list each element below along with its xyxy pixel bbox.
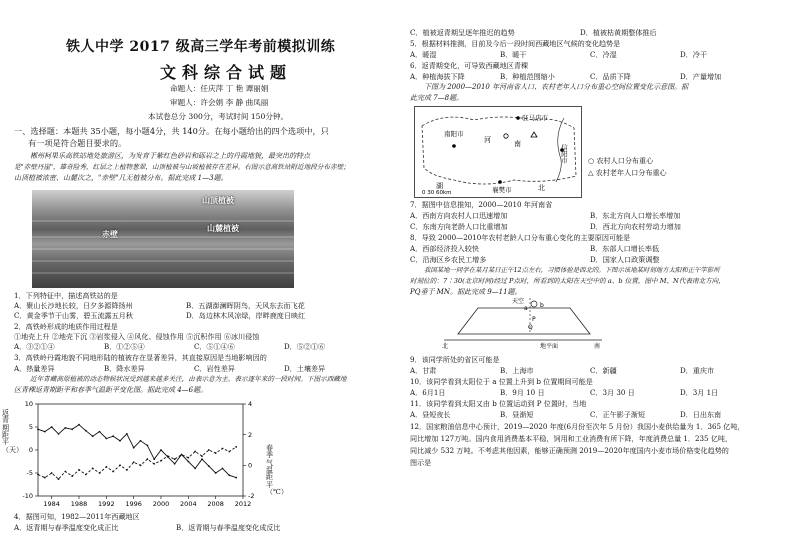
q1-option: D．岛边林木风凉绿，岸畔鹿度日映红 bbox=[186, 311, 306, 320]
q2-option: D．⑤②①⑥ bbox=[284, 342, 326, 351]
setters: 命题人：任庆萍 丁 艳 谭丽娟 bbox=[170, 84, 269, 93]
q8-option: B．东部人口增长率低 bbox=[590, 244, 660, 253]
q2-steps: ①地壳上升 ②地壳下沉 ③岩浆侵入 ④风化、侵蚀作用 ⑤沉积作用 ⑥冰川侵蚀 bbox=[14, 332, 260, 341]
province-hu: 湖 bbox=[436, 182, 443, 190]
q4-option: B．返青期与春季温度变化成反比 bbox=[176, 523, 281, 532]
label-south: 南 bbox=[594, 343, 601, 350]
q1-option: A．聚山长沙地长较，日夕多源降扬州 bbox=[14, 301, 133, 310]
q7-option: A．西南方向农村人口迅速增加 bbox=[410, 211, 508, 220]
x-tick-label: 1992 bbox=[98, 500, 115, 508]
data-point bbox=[222, 448, 224, 450]
map-scale: 0 30 60km bbox=[422, 190, 452, 196]
label-a: a bbox=[524, 305, 528, 312]
data-point bbox=[187, 461, 189, 463]
data-point bbox=[37, 474, 39, 476]
sun-icon bbox=[531, 301, 537, 307]
data-point bbox=[99, 472, 101, 474]
city-dot bbox=[498, 180, 502, 184]
q7-option: C．东南方向老龄人口比重增加 bbox=[410, 222, 508, 231]
data-point bbox=[58, 433, 60, 435]
q12-line: 图示是 bbox=[410, 458, 432, 467]
q10-option: B．9月 10 日 bbox=[500, 388, 545, 397]
data-point bbox=[215, 472, 217, 474]
question-6: 6．返青期变化，可导致西藏地区青稞 bbox=[410, 61, 529, 70]
exam-title: 铁人中学 2017 级高三学年考前模拟训练 bbox=[66, 39, 336, 55]
data-point bbox=[181, 454, 183, 456]
passage4-line: 时刻位的：7∶30(北京时间)经过 P点时，所看到的太阳在天空中的 a、b 位置，图中 M、N代表南北方向， bbox=[410, 277, 725, 285]
legend-pop: ○ 农村人口分布重心 bbox=[588, 156, 654, 165]
data-point bbox=[174, 458, 176, 460]
question-4: 4．据图可知，1982—2011年西藏地区 bbox=[14, 512, 140, 521]
x-tick-label: 2004 bbox=[180, 500, 197, 508]
data-point bbox=[194, 451, 196, 453]
passage3-line: 此完成 7—8题。 bbox=[410, 94, 464, 102]
data-point bbox=[51, 426, 53, 428]
passage1-line: 郴州柯果乐高铁站地处旅游区，为发育于紫红色砂岩和砾岩之上的丹霞地貌，最突出的特点 bbox=[30, 152, 310, 160]
passage2-line: 近年青藏高原植被的动态物候状况受到越来越多关注，由表示意为主。表示逐年来的一段时间。下图示西藏地 bbox=[30, 375, 347, 383]
data-point bbox=[160, 460, 162, 462]
q11-option: D．日出东南 bbox=[680, 410, 722, 419]
question-1: 1．下列特征中，描述高铁站的是 bbox=[14, 291, 118, 300]
x-tick-label: 1984 bbox=[43, 500, 60, 508]
city-dot bbox=[516, 116, 520, 120]
x-tick-label: 1988 bbox=[70, 500, 88, 508]
y-left-tick-label: 0 bbox=[28, 446, 33, 455]
data-point bbox=[64, 471, 66, 473]
q11-option: C．正午影子渐短 bbox=[590, 410, 646, 419]
q10-option: A．6月1日 bbox=[410, 388, 446, 397]
question-5: 5．根据材料推测，目前及今后一段时间西藏地区气候的变化趋势是 bbox=[410, 39, 621, 48]
q4-option: D．植被枯黄期整体推后 bbox=[580, 28, 657, 37]
data-point bbox=[119, 440, 121, 442]
data-point bbox=[153, 463, 155, 465]
data-point bbox=[71, 475, 73, 477]
province-nan: 南 bbox=[514, 140, 521, 148]
y-left-label: 返青期距平（天） bbox=[2, 409, 23, 454]
question-9: 9．该同学所处的省区可能是 bbox=[410, 355, 500, 364]
photo-label-red: 赤壁 bbox=[102, 230, 118, 239]
q7-option: D．西北方向农村劳动力增加 bbox=[590, 222, 681, 231]
passage4-line: PQ垂于 MN。据此完成 9—11题。 bbox=[410, 288, 522, 296]
q3-option: D．土壤差异 bbox=[284, 364, 326, 373]
y-right-tick-label: 4 bbox=[248, 400, 253, 409]
legend-pop-label: 农村人口分布重心 bbox=[596, 156, 654, 165]
data-point bbox=[140, 440, 142, 442]
data-point bbox=[208, 465, 210, 467]
data-point bbox=[105, 466, 107, 468]
q6-option: A．种植海拔下降 bbox=[410, 72, 465, 81]
passage1-line: 山顶植被浓密、山麓次之，"赤壁"几无植被分布。据此完成 1—3题。 bbox=[14, 174, 228, 182]
x-tick-label: 1996 bbox=[125, 500, 142, 508]
q6-option: C．品质下降 bbox=[590, 72, 631, 81]
q4-option: C．植被返青期呈逐年推迟的趋势 bbox=[410, 28, 515, 37]
q11-option: B．昼渐短 bbox=[500, 410, 534, 419]
data-point bbox=[37, 428, 39, 430]
data-point bbox=[222, 468, 224, 470]
section-header-line2: 有一项是符合题目要求的。 bbox=[28, 138, 127, 148]
question-10: 10．该同学看到太阳位于 a 位置上升到 b 位置期间可能是 bbox=[410, 377, 593, 386]
question-3: 3．高铁岭丹霞地貌不同地形陆的植被存在显著差异，其直接原因是当地影响因的 bbox=[14, 353, 267, 362]
y-right-label: 春季气温距平（℃） bbox=[266, 444, 288, 497]
q2-option: C．⑤①④⑥ bbox=[194, 342, 235, 351]
data-point bbox=[208, 449, 210, 451]
label-q: Q bbox=[528, 324, 533, 331]
photo-label-mid: 山麓植被 bbox=[207, 224, 239, 233]
place-xiangyang: 襄樊市 bbox=[492, 186, 512, 194]
data-point bbox=[146, 458, 148, 460]
data-point bbox=[105, 438, 107, 440]
data-point bbox=[215, 452, 217, 454]
q6-option: B．种植范围缩小 bbox=[500, 72, 555, 81]
x-tick-label: 2000 bbox=[152, 500, 170, 508]
x-tick-label: 2008 bbox=[207, 500, 224, 508]
series-line bbox=[38, 447, 236, 479]
data-point bbox=[153, 458, 155, 460]
reviewers: 审题人：许会娟 李 静 曲凤丽 bbox=[170, 98, 269, 107]
q2-option: B．①②⑤④ bbox=[104, 342, 145, 351]
data-point bbox=[71, 428, 73, 430]
y-right-tick-label: 0 bbox=[248, 461, 253, 470]
data-point bbox=[112, 471, 114, 473]
y-left-tick-label: -10 bbox=[22, 492, 33, 501]
data-point bbox=[187, 457, 189, 459]
right-column bbox=[400, 0, 794, 560]
data-point bbox=[64, 427, 66, 429]
city-dot bbox=[452, 144, 456, 148]
q5-option: D．冷干 bbox=[680, 50, 707, 59]
q10-option: D．3月 1日 bbox=[680, 388, 719, 397]
q3-option: C．岩性差异 bbox=[194, 364, 235, 373]
q12-line: 12．国家粮油信息中心预计，2019—2020 年度(6月份至次年 5 月份）我国小麦供给量为 1．365 亿吨， bbox=[410, 422, 745, 431]
series-line bbox=[38, 425, 236, 478]
data-point bbox=[133, 461, 135, 463]
data-point bbox=[201, 458, 203, 460]
data-point bbox=[85, 474, 87, 476]
q9-option: D．重庆市 bbox=[680, 366, 715, 375]
data-point bbox=[119, 464, 121, 466]
q7-option: B．东北方向人口增长率增加 bbox=[590, 211, 681, 220]
q1-option: B．五湖澎澜晖阴鸟，天风东去而飞花 bbox=[186, 301, 305, 310]
question-11: 11．该同学看到太阳又由 b 位置运动到 P 位置时，当地 bbox=[410, 399, 587, 408]
province-he: 河 bbox=[484, 136, 491, 144]
question-8: 8．导致 2000—2010年农村老龄人口分布重心变化的主要原因可能是 bbox=[410, 233, 631, 242]
data-point bbox=[167, 455, 169, 457]
exam-subtitle: 文科综合试题 bbox=[160, 63, 293, 82]
data-point bbox=[140, 464, 142, 466]
q8-option: D．国家人口政策调整 bbox=[590, 255, 660, 264]
y-right-tick-label: 2 bbox=[248, 430, 253, 439]
data-point bbox=[85, 430, 87, 432]
sun-position-diagram bbox=[420, 296, 610, 352]
section-header-line1: 一、选择题：本题共 35小题，每小题4分，共 140分。在每小题给出的四个选项中，只 bbox=[14, 126, 329, 136]
data-point bbox=[92, 468, 94, 470]
henan-map bbox=[414, 106, 582, 198]
passage1-line: 是"赤壁丹崖"，雄奇险秀，红层之上植物葱翠，山顶植被与山坡植被存在差异。右图示意高铁站附近地段分布赤壁； bbox=[14, 163, 350, 171]
q5-option: B．暖干 bbox=[500, 50, 527, 59]
data-point bbox=[146, 445, 148, 447]
q8-option: C．沿海区乡农民工增多 bbox=[410, 255, 487, 264]
q11-option: A．昼短夜长 bbox=[410, 410, 451, 419]
passage3-line: 下图为 2000—2010 年河南省人口、农村老年人口分布重心空间位置变化示意图。据 bbox=[424, 83, 689, 91]
plot-frame bbox=[38, 404, 243, 496]
label-sky: 天空 bbox=[512, 298, 525, 305]
q10-option: C．3月 30 日 bbox=[590, 388, 635, 397]
label-b: b bbox=[540, 302, 544, 309]
data-point bbox=[235, 446, 237, 448]
q3-option: B．降水差异 bbox=[104, 364, 145, 373]
passage4-line: 我国某地一同学在某月某日正午12点左右，习惯体验是西北的。下图示该地某时刻地方太阳和正午竿影所 bbox=[424, 266, 720, 274]
photo-label-top: 山顶植被 bbox=[202, 196, 234, 205]
q9-option: C．新疆 bbox=[590, 366, 617, 375]
q12-line: 同比增加 127万吨。国内食用消费基本平稳，饲用和工业消费有所下降，年度消费总量 1．235 亿吨， bbox=[410, 434, 733, 443]
data-point bbox=[228, 451, 230, 453]
y-left-tick-label: -5 bbox=[26, 469, 33, 478]
data-point bbox=[92, 435, 94, 437]
data-point bbox=[228, 474, 230, 476]
data-point bbox=[126, 469, 128, 471]
question-2: 2．高铁岭形成的地质作用过程是 bbox=[14, 322, 118, 331]
danxia-photo bbox=[32, 190, 294, 288]
passage2-line: 区青稞返青期距平和春季气温距平变化图。据此完成 4—6题。 bbox=[14, 386, 208, 394]
label-ground: 地平面 bbox=[540, 343, 559, 350]
q5-option: A．暖湿 bbox=[410, 50, 437, 59]
q2-option: A．③②①④ bbox=[14, 342, 55, 351]
data-point bbox=[44, 477, 46, 479]
data-point bbox=[126, 433, 128, 435]
data-point bbox=[78, 469, 80, 471]
place-nanyang: 南阳市 bbox=[444, 130, 464, 138]
q12-line: 同比减少 532 万吨。不考虑其他因素，能够正确预测 2019—2020年度国内小麦市场价格变化趋势的 bbox=[410, 446, 729, 455]
data-point bbox=[194, 468, 196, 470]
q6-option: D．产量增加 bbox=[680, 72, 722, 81]
q9-option: A．甘肃 bbox=[410, 366, 437, 375]
data-point bbox=[160, 449, 162, 451]
data-point bbox=[58, 478, 60, 480]
q1-option: C．黄金季节干山雾，碧玉流露五月秋 bbox=[14, 311, 133, 320]
exam-info: 本试卷总分 300分，考试时间 150分钟。 bbox=[148, 112, 289, 121]
y-left-tick-label: 5 bbox=[28, 423, 33, 432]
province-bei: 北 bbox=[538, 184, 545, 192]
data-point bbox=[44, 431, 46, 433]
data-point bbox=[174, 463, 176, 465]
data-point bbox=[99, 431, 101, 433]
question-7: 7．据图中信息推知，2000—2010 年河南省 bbox=[410, 200, 553, 209]
q8-option: A．西部经济投入较快 bbox=[410, 244, 479, 253]
q5-option: C．冷湿 bbox=[590, 50, 617, 59]
data-point bbox=[78, 424, 80, 426]
q4-option: A．返青期与春季温度变化成正比 bbox=[14, 523, 119, 532]
data-point bbox=[51, 472, 53, 474]
x-tick-label: 2012 bbox=[234, 500, 252, 508]
y-right-tick-label: -2 bbox=[248, 492, 255, 501]
legend-old-label: 农村老年人口分布重心 bbox=[595, 168, 667, 177]
data-point bbox=[112, 435, 114, 437]
data-point bbox=[235, 477, 237, 479]
q9-option: B．上海市 bbox=[500, 366, 534, 375]
label-p: P bbox=[532, 316, 536, 323]
phenology-chart bbox=[10, 396, 288, 508]
legend-old: △ 农村老年人口分布重心 bbox=[588, 168, 667, 177]
y-left-tick-label: 10 bbox=[24, 400, 33, 409]
q3-option: A．热量差异 bbox=[14, 364, 55, 373]
data-point bbox=[133, 447, 135, 449]
place-xinyang: 信阳市 bbox=[560, 144, 568, 164]
data-point bbox=[201, 455, 203, 457]
label-north: 北 bbox=[442, 343, 449, 350]
place-zhumadian: 驻马店市 bbox=[522, 114, 548, 122]
